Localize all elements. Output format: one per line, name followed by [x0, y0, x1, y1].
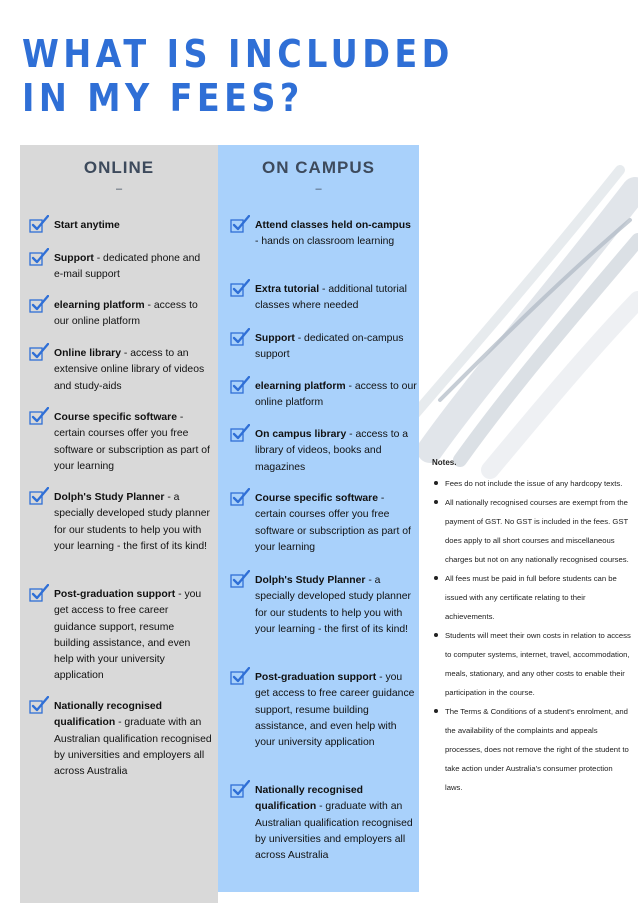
online-item-desc: - dedicated phone and e-mail support [54, 253, 201, 281]
notes-item: All nationally recognised courses are exempt from the payment of GST. No GST is included in the fees. GST does apply to all short courses and miscellaneous charges but not on any nationally recognised courses. [432, 493, 632, 569]
checkbox-check-icon [230, 279, 250, 297]
checkbox-check-icon [29, 584, 49, 602]
campus-item-label: Extra tutorial [255, 284, 320, 295]
campus-item-label: Attend classes held on-campus [255, 220, 411, 231]
brush-stroke-decoration [400, 150, 638, 480]
campus-item [255, 670, 417, 751]
checkbox-check-icon [230, 780, 250, 798]
online-item-desc: - certain courses offer you free software or subscription as part of your learning [54, 412, 210, 472]
checkbox-check-icon [29, 407, 49, 425]
checkbox-check-icon [29, 215, 49, 233]
checkbox-check-icon [29, 248, 49, 266]
campus-heading: ON CAMPUS [262, 158, 375, 177]
online-item [54, 699, 212, 780]
online-item-desc: - you get access to free career guidance support, resume building assistance, and even help with your university application [54, 589, 202, 682]
campus-item-desc: - you get access to free career guidance support, resume building assistance, and even help with your university application [255, 672, 415, 749]
notes-title: Notes. [432, 458, 457, 467]
online-item-label: Support [54, 253, 94, 264]
notes-item: All fees must be paid in full before students can be issued with any certificate relating to their achievements. [432, 569, 632, 626]
notes-item: The Terms & Conditions of a student's enrolment, and the availability of the complaints and appeals processes, does not remove the right of the student to take action under Australia's consumer protection laws. [432, 702, 632, 797]
checkbox-check-icon [230, 667, 250, 685]
campus-item [255, 282, 417, 315]
campus-item-label: On campus library [255, 429, 347, 440]
campus-item-desc: - a specially developed study planner for our students to help you with your learning - the first of its kind! [255, 575, 411, 635]
online-item [54, 587, 212, 685]
online-item-desc: - graduate with an Australian qualification recognised by universities and employers all across Australia [54, 717, 212, 778]
online-item-label: Course specific software [54, 412, 177, 423]
campus-item-label: Post-graduation support [255, 672, 377, 683]
notes-list [432, 474, 632, 797]
checkbox-check-icon [230, 488, 250, 506]
checkbox-check-icon [29, 295, 49, 313]
online-item-label: Start anytime [54, 220, 120, 231]
checkbox-check-icon [29, 696, 49, 714]
campus-item [255, 379, 417, 412]
campus-item-label: Support [255, 333, 295, 344]
online-item [54, 410, 212, 475]
checkbox-check-icon [230, 424, 250, 442]
online-item-label: Dolph's Study Planner [54, 492, 165, 503]
checkbox-check-icon [230, 376, 250, 394]
campus-item-desc: - graduate with an Australian qualification recognised by universities and employers all across Australia [255, 801, 413, 862]
campus-column [218, 145, 419, 892]
page-title-line-1: WHAT IS INCLUDED [22, 32, 454, 76]
notes-panel [432, 453, 632, 797]
notes-item: Fees do not include the issue of any hardcopy texts. [432, 474, 632, 493]
campus-item-desc: - hands on classroom learning [255, 236, 395, 248]
campus-item-desc: - access to our online platform [255, 381, 417, 409]
notes-item: Students will meet their own costs in relation to access to computer systems, internet, travel, accommodation, meals, stationary, and any other costs to enable their participation in the course. [432, 626, 632, 702]
online-column [20, 145, 218, 903]
online-item-label: Online library [54, 348, 121, 359]
online-item [54, 346, 212, 395]
campus-item [255, 783, 417, 864]
checkbox-check-icon [230, 328, 250, 346]
online-item-label: elearning platform [54, 300, 145, 311]
checkbox-check-icon [29, 343, 49, 361]
campus-item-label: Course specific software [255, 493, 378, 504]
page-title [22, 32, 454, 120]
campus-item-label: elearning platform [255, 381, 346, 392]
online-item-desc: - access to an extensive online library of videos and study-aids [54, 348, 205, 392]
campus-item [255, 331, 417, 364]
campus-item-desc: - access to a library of videos, books and magazines [255, 429, 409, 473]
campus-item-label: Nationally recognised qualification [255, 785, 363, 813]
online-item [54, 490, 212, 555]
campus-item [255, 491, 417, 556]
campus-item [255, 427, 417, 476]
online-item [54, 218, 212, 234]
campus-item [255, 573, 417, 638]
campus-item-desc: - dedicated on-campus support [255, 333, 404, 361]
online-item [54, 251, 212, 284]
campus-item-desc: - additional tutorial classes where needed [255, 284, 407, 312]
online-heading: ONLINE [83, 158, 155, 177]
campus-dash: – [315, 183, 322, 195]
page-title-line-2: IN MY FEES? [22, 76, 304, 120]
campus-item-label: Dolph's Study Planner [255, 575, 366, 586]
online-item-label: Nationally recognised qualification [54, 701, 162, 729]
checkbox-check-icon [29, 487, 49, 505]
campus-item [255, 218, 417, 251]
online-item-desc: - access to our online platform [54, 300, 198, 328]
online-dash: – [115, 183, 123, 195]
online-item-desc: - a specially developed study planner for our students to help you with your learning - the first of its kind! [54, 492, 210, 552]
online-item [54, 298, 212, 331]
checkbox-check-icon [230, 570, 250, 588]
campus-item-desc: - certain courses offer you free software or subscription as part of your learning [255, 493, 411, 553]
online-item-label: Post-graduation support [54, 589, 176, 600]
checkbox-check-icon [230, 215, 250, 233]
